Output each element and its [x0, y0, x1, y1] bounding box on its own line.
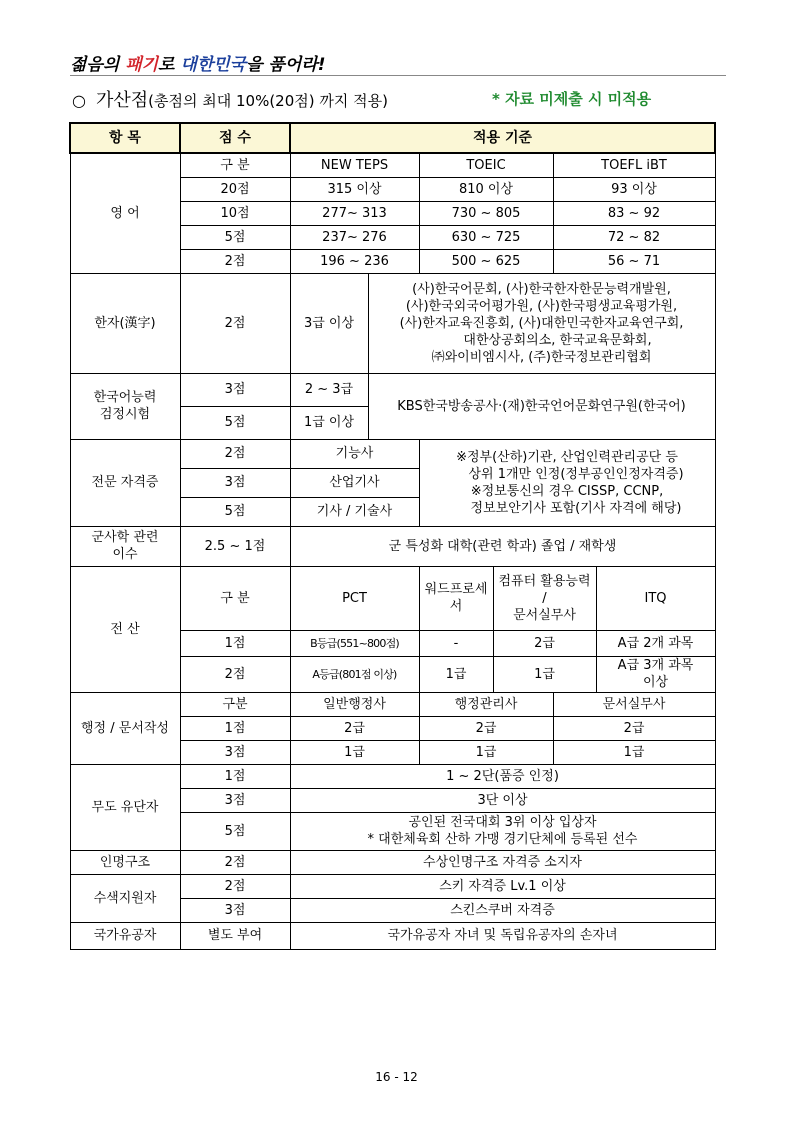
cell: 1점 — [180, 630, 290, 656]
header-text-3: 로 — [158, 55, 181, 75]
cell: 810 이상 — [419, 177, 553, 201]
cell: 2점 — [180, 249, 290, 273]
cell: 730 ~ 805 — [419, 201, 553, 225]
cell: 5점 — [180, 812, 290, 850]
cell: 1급 — [290, 740, 419, 764]
header-divider — [70, 75, 726, 76]
category-admin: 행정 / 문서작성 — [70, 692, 180, 764]
cell: NEW TEPS — [290, 153, 419, 177]
header-score: 점 수 — [180, 123, 290, 153]
cell: A급 2개 과목 — [596, 630, 715, 656]
text-line: (사)한국어문회, (사)한국한자한문능력개발원, — [412, 281, 671, 297]
cell: 3점 — [180, 740, 290, 764]
cell: 구 분 — [180, 153, 290, 177]
header-criteria: 적용 기준 — [290, 123, 715, 153]
cell — [290, 812, 715, 850]
cell: 2급 — [553, 716, 715, 740]
cell: 237~ 276 — [290, 225, 419, 249]
cell: KBS한국방송공사·(재)한국언어문화연구원(한국어) — [368, 373, 715, 439]
text-line: A급 3개 과목 — [617, 658, 694, 673]
cell: 3점 — [180, 373, 290, 406]
cell: 630 ~ 725 — [419, 225, 553, 249]
cell: 스키 자격증 Lv.1 이상 — [290, 874, 715, 898]
category-military — [70, 526, 180, 566]
cell: 구분 — [180, 692, 290, 716]
cell: 72 ~ 82 — [553, 225, 715, 249]
header-text-5: 을 품어라! — [246, 55, 326, 75]
text-line: 상위 1개만 인정(정부공인인정자격증) — [468, 466, 684, 482]
cell: 2급 — [493, 630, 596, 656]
cell: 2급 — [290, 716, 419, 740]
text-line: 이수 — [112, 547, 138, 562]
bonus-points-table — [69, 122, 716, 950]
license-notes — [419, 439, 715, 526]
cell: 수상인명구조 자격증 소지자 — [290, 850, 715, 874]
cell: 1급 이상 — [290, 406, 368, 439]
category-martial: 무도 유단자 — [70, 764, 180, 850]
cell: 3단 이상 — [290, 788, 715, 812]
category-lifesaving: 인명구조 — [70, 850, 180, 874]
category-english: 영 어 — [70, 153, 180, 273]
cell: 구 분 — [180, 566, 290, 630]
cell: 10점 — [180, 201, 290, 225]
cell: 1급 — [553, 740, 715, 764]
cell: 196 ~ 236 — [290, 249, 419, 273]
text-line: 대한상공회의소, 한국교육문화회, — [463, 332, 652, 348]
table-row — [70, 922, 715, 949]
cell: 500 ~ 625 — [419, 249, 553, 273]
cell: 2점 — [180, 656, 290, 692]
table-row — [70, 273, 715, 373]
cell: 산업기사 — [290, 468, 419, 497]
cell: 스킨스쿠버 자격증 — [290, 898, 715, 922]
text-line: 한국어능력 — [93, 390, 157, 405]
cell — [596, 656, 715, 692]
text-line: / — [542, 590, 547, 606]
cell: 2점 — [180, 874, 290, 898]
cell: 2점 — [180, 850, 290, 874]
category-korean — [70, 373, 180, 439]
cell: PCT — [290, 566, 419, 630]
cell: 별도 부여 — [180, 922, 290, 949]
cell: 83 ~ 92 — [553, 201, 715, 225]
text-line: 문서실무사 — [513, 607, 576, 623]
text-line: ※정부(산하)기관, 산업인력관리공단 등 — [456, 449, 678, 465]
table-row — [70, 692, 715, 716]
cell: 1급 — [493, 656, 596, 692]
table-row — [70, 526, 715, 566]
table-row — [70, 373, 715, 406]
text-line: 군사학 관련 — [91, 530, 159, 545]
cell: 행정관리사 — [419, 692, 553, 716]
table-row — [70, 850, 715, 874]
cell — [493, 566, 596, 630]
header-item: 항 목 — [70, 123, 180, 153]
hanja-organizations — [368, 273, 715, 373]
text-line: 정보보안기사 포함(기사 자격에 해당) — [470, 500, 682, 516]
cell: 2.5 ~ 1점 — [180, 526, 290, 566]
text-line: (사)한국외국어평가원, (사)한국평생교육평가원, — [405, 298, 678, 314]
cell: 277~ 313 — [290, 201, 419, 225]
cell: ITQ — [596, 566, 715, 630]
header-text-2: 패기 — [125, 55, 159, 75]
cell: 1점 — [180, 716, 290, 740]
text-line: * 대한체육회 산하 가맹 경기단체에 등록된 선수 — [367, 832, 638, 847]
cell: 315 이상 — [290, 177, 419, 201]
cell: 기능사 — [290, 439, 419, 468]
cell: 문서실무사 — [553, 692, 715, 716]
cell: 3급 이상 — [290, 273, 368, 373]
cell: A등급(801점 이상) — [290, 656, 419, 692]
section-title — [72, 86, 712, 112]
cell: 일반행정사 — [290, 692, 419, 716]
section-note: * 자료 미제출 시 미적용 — [492, 90, 652, 108]
cell: 2 ~ 3급 — [290, 373, 368, 406]
cell: 군 특성화 대학(관련 학과) 졸업 / 재학생 — [290, 526, 715, 566]
cell: 20점 — [180, 177, 290, 201]
circle-bullet: ○ — [72, 91, 86, 110]
cell: B등급(551~800점) — [290, 630, 419, 656]
cell: 3점 — [180, 788, 290, 812]
section-title-main: 가산점 — [95, 90, 149, 111]
cell: TOEFL iBT — [553, 153, 715, 177]
cell: 2점 — [180, 439, 290, 468]
cell: TOEIC — [419, 153, 553, 177]
category-hanja: 한자(漢字) — [70, 273, 180, 373]
text-line: ㈜와이비엠시사, (주)한국정보관리협회 — [431, 349, 652, 365]
text-line: 컴퓨터 활용능력 — [498, 573, 591, 589]
category-merit: 국가유공자 — [70, 922, 180, 949]
text-line: ※정보통신의 경우 CISSP, CCNP, — [470, 483, 664, 499]
cell: 국가유공자 자녀 및 독립유공자의 손자녀 — [290, 922, 715, 949]
text-line: 검정시험 — [99, 407, 151, 422]
cell: 1 ~ 2단(품증 인정) — [290, 764, 715, 788]
header-text-1: 젊음의 — [70, 55, 126, 75]
page-header — [70, 50, 325, 75]
text-line: (사)한자교육진흥회, (사)대한민국한자교육연구회, — [399, 315, 684, 331]
table-row — [70, 566, 715, 630]
cell: 93 이상 — [553, 177, 715, 201]
cell: 56 ~ 71 — [553, 249, 715, 273]
table-row — [70, 874, 715, 898]
category-water: 수색지원자 — [70, 874, 180, 922]
cell: 5점 — [180, 497, 290, 526]
table-header — [70, 123, 715, 153]
page-number: 16 - 12 — [375, 1070, 418, 1084]
cell: 2급 — [419, 716, 553, 740]
cell: 5점 — [180, 225, 290, 249]
cell: 1점 — [180, 764, 290, 788]
table-row — [70, 764, 715, 788]
cell: 1급 — [419, 656, 493, 692]
cell: 3점 — [180, 468, 290, 497]
header-text-4: 대한민국 — [180, 55, 247, 75]
cell: 2점 — [180, 273, 290, 373]
text-line: 공인된 전국대회 3위 이상 입상자 — [408, 815, 597, 830]
text-line: 이상 — [642, 675, 669, 690]
table-row — [70, 439, 715, 468]
cell: 기사 / 기술사 — [290, 497, 419, 526]
cell: 5점 — [180, 406, 290, 439]
cell: 1급 — [419, 740, 553, 764]
cell: - — [419, 630, 493, 656]
category-computer: 전 산 — [70, 566, 180, 692]
cell: 워드프로세서 — [419, 566, 493, 630]
cell: 3점 — [180, 898, 290, 922]
section-title-rest: (총점의 최대 10%(20점) 까지 적용) — [148, 92, 388, 110]
category-license: 전문 자격증 — [70, 439, 180, 526]
table-row — [70, 153, 715, 177]
